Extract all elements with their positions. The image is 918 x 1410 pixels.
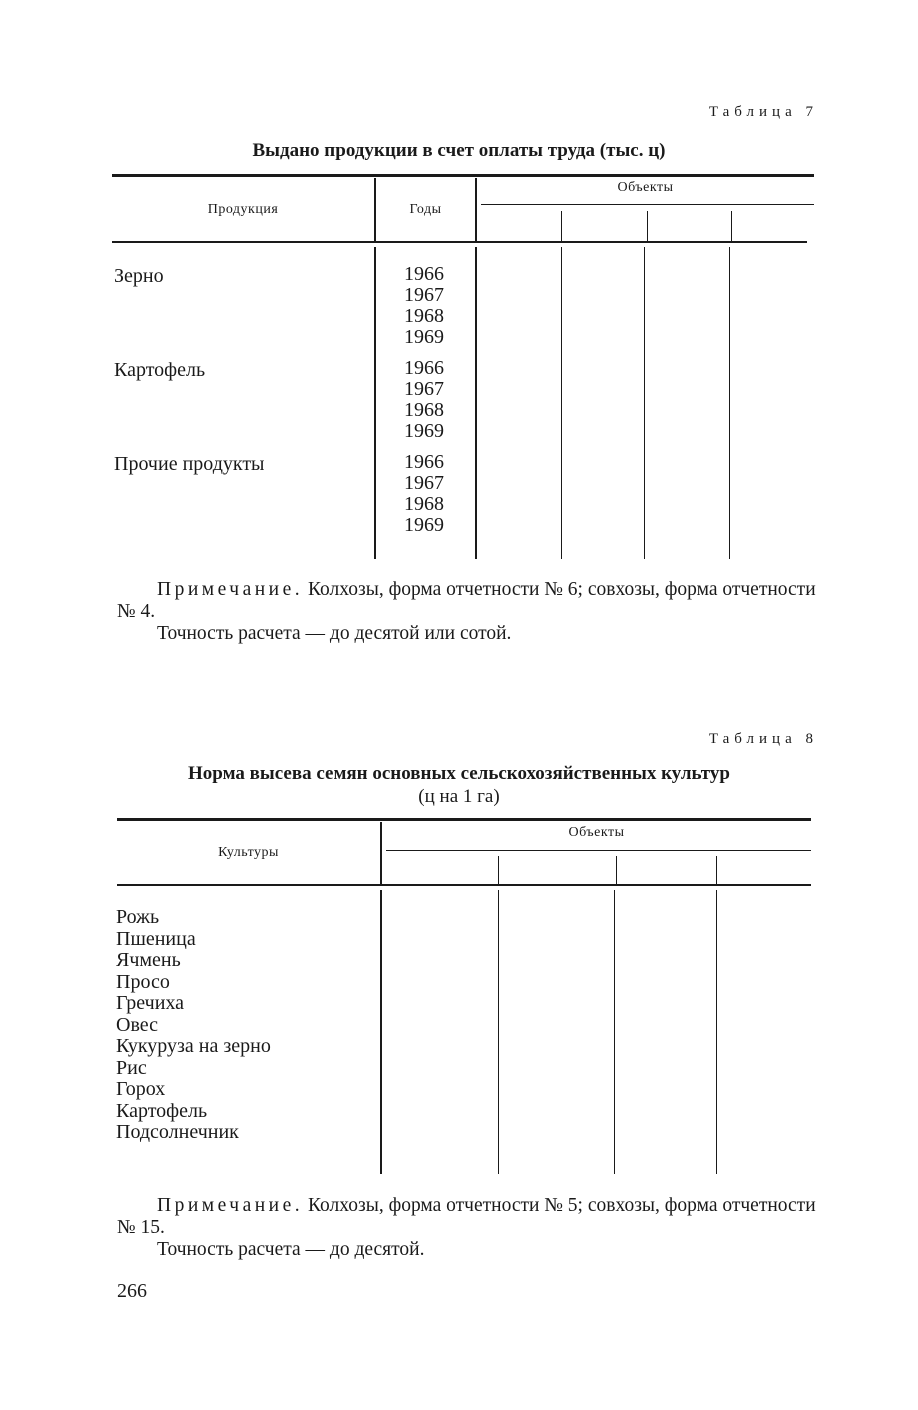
table7-year: 1968 [404, 493, 444, 515]
table8-object-divider [716, 856, 717, 884]
table8-crop: Горох [116, 1078, 166, 1100]
table8-object-divider [616, 856, 617, 884]
table8-objects-rule [386, 850, 811, 851]
table7-object-divider [561, 247, 562, 559]
table8-object-divider [614, 890, 615, 1174]
table7-object-divider [561, 211, 562, 241]
table8-note-text: Колхозы, форма отчетности № 5; совхозы, форма отчетности № 15. [117, 1195, 816, 1238]
table7-header-objects: Объекты [617, 180, 674, 195]
table8-subtitle: (ц на 1 га) [418, 786, 500, 807]
table7-product-name: Картофель [114, 359, 206, 381]
table7-object-divider [731, 211, 732, 241]
table7-object-divider [647, 211, 648, 241]
table7-year: 1969 [404, 326, 444, 348]
table7-product-name: Прочие продукты [114, 453, 265, 475]
table7-top-rule [112, 174, 814, 177]
table7-col-divider [374, 247, 376, 559]
table8-object-divider [498, 890, 499, 1174]
table7-header-years: Годы [409, 202, 442, 217]
table8-note-label: Примечание. [157, 1195, 304, 1216]
table8-note [117, 1195, 817, 1261]
table7-col-divider [475, 247, 477, 559]
table7-note [117, 579, 817, 645]
table7-object-divider [644, 247, 645, 559]
table7-objects-rule [481, 204, 814, 205]
table7-header-rule [112, 241, 807, 243]
table7-header-product: Продукция [207, 202, 279, 217]
table8-title: Норма высева семян основных сельскохозяйственных культур [188, 763, 730, 784]
table8-crop: Гречиха [116, 992, 185, 1014]
table8-crop: Рожь [116, 906, 160, 928]
table7-year: 1967 [404, 472, 444, 494]
table7-year: 1966 [404, 357, 444, 379]
table7-object-divider [729, 247, 730, 559]
table7-year: 1967 [404, 378, 444, 400]
table8-col-divider [380, 890, 382, 1174]
table7-years-list [404, 358, 444, 442]
table8-crop: Кукуруза на зерно [116, 1035, 271, 1057]
table7-title: Выдано продукции в счет оплаты труда (тыс. ц) [252, 140, 666, 161]
table8-note-accuracy: Точность расчета — до десятой. [157, 1239, 425, 1260]
table8-header-rule [117, 884, 811, 886]
table7-note-text: Колхозы, форма отчетности № 6; совхозы, форма отчетности № 4. [117, 579, 816, 622]
table8-crop: Подсолнечник [116, 1121, 239, 1143]
table8-crop: Овес [116, 1013, 159, 1036]
table7-years-list [404, 452, 444, 536]
table8-crop: Картофель [116, 1099, 208, 1122]
table8-crop: Пшеница [116, 927, 196, 950]
table8-crop: Рис [116, 1056, 147, 1079]
table7-year: 1966 [404, 451, 444, 473]
table7-year: 1968 [404, 399, 444, 421]
table7-years-list [404, 264, 444, 348]
table8-crop: Просо [116, 970, 170, 993]
table8-label: Таблица 8 [708, 731, 818, 747]
page-number: 266 [117, 1280, 147, 1302]
table8-top-rule [117, 818, 811, 821]
table7-note-accuracy: Точность расчета — до десятой или сотой. [157, 623, 512, 644]
table8-header-crops: Культуры [218, 845, 279, 860]
table8-object-divider [716, 890, 717, 1174]
table7-product-name: Зерно [114, 265, 164, 287]
table7-year: 1969 [404, 514, 444, 536]
table7-year: 1969 [404, 420, 444, 442]
table8-header-objects: Объекты [568, 825, 625, 840]
table8-crop-list [116, 907, 271, 1144]
table7-year: 1966 [404, 263, 444, 285]
table8-crop: Ячмень [116, 949, 181, 971]
table7-year: 1968 [404, 305, 444, 327]
table7-note-label: Примечание. [157, 579, 304, 600]
table8-object-divider [498, 856, 499, 884]
table7-label: Таблица 7 [708, 104, 818, 120]
table7-year: 1967 [404, 284, 444, 306]
